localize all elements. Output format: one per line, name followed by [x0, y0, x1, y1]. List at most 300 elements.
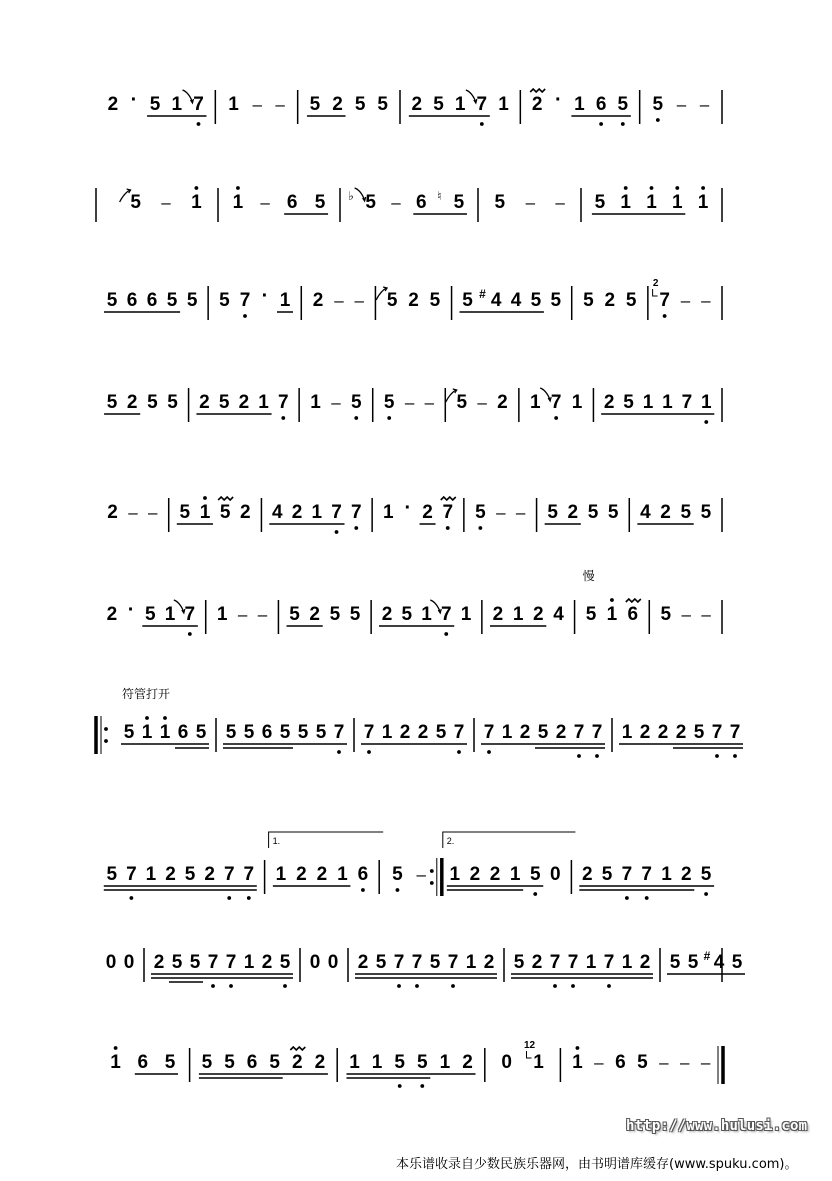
note-digit: 1: [585, 952, 597, 973]
note-digit: 7: [440, 604, 452, 625]
note-digit: 2: [292, 1052, 303, 1073]
low-octave-dot: [247, 896, 251, 900]
repeat-dot: [104, 739, 108, 743]
note-digit: 7: [126, 864, 137, 885]
note-digit: 1: [382, 502, 394, 523]
note-digit: 2: [422, 502, 433, 523]
note-digit: 5: [243, 722, 255, 743]
note-digit: 1: [460, 604, 472, 625]
high-octave-dot: [701, 186, 705, 190]
note-digit: 5: [106, 290, 118, 311]
note-digit: 6: [627, 604, 639, 625]
note-digit: 5: [349, 604, 361, 625]
note-digit: 5: [386, 290, 398, 311]
note-digit: 2: [309, 604, 320, 625]
note-digit: 7: [225, 952, 237, 973]
note-digit: 2: [483, 952, 495, 973]
note-digit: 2: [126, 392, 138, 413]
note-digit: 7: [603, 952, 615, 973]
dash-extension: –: [681, 605, 691, 624]
dash-extension: –: [331, 393, 341, 412]
note-digit: 7: [333, 722, 345, 743]
dash-extension: –: [555, 193, 565, 212]
note-digit: 1: [700, 392, 712, 413]
note-digit: 1: [574, 94, 585, 115]
note-digit: 1: [662, 392, 673, 413]
note-digit: 4: [640, 502, 651, 523]
low-octave-dot: [335, 530, 339, 534]
note-digit: 5: [377, 94, 388, 115]
dash-extension: –: [416, 865, 426, 884]
note-digit: 7: [711, 722, 723, 743]
note-digit: 5: [687, 952, 699, 973]
volta-number: 2.: [446, 836, 455, 846]
note-digit: 2: [312, 290, 324, 311]
note-digit: 7: [483, 722, 495, 743]
note-digit: 5: [179, 502, 191, 523]
note-digit: 6: [261, 722, 273, 743]
note-digit: 5: [167, 392, 178, 413]
low-octave-dot: [451, 984, 455, 988]
note-digit: 5: [513, 952, 525, 973]
note-digit: 1: [533, 1052, 544, 1073]
note-digit: 5: [164, 1052, 176, 1073]
note-digit: 7: [331, 502, 342, 523]
dash-extension: –: [404, 393, 415, 412]
note-digit: 7: [641, 864, 652, 885]
low-octave-dot: [243, 314, 247, 318]
low-octave-dot: [281, 416, 285, 420]
dash-extension: –: [275, 95, 285, 114]
note-digit: 5: [186, 290, 198, 311]
note-digit: 7: [442, 502, 454, 523]
note-digit: 1: [465, 952, 477, 973]
note-digit: 7: [363, 722, 375, 743]
note-digit: 1: [697, 192, 709, 213]
accidental-sign: ♭: [348, 189, 354, 203]
mordent-ornament: [626, 599, 641, 602]
dash-extension: –: [680, 291, 691, 310]
note-digit: 1: [621, 722, 633, 743]
dash-extension: –: [334, 291, 344, 310]
grace-hook: [653, 289, 658, 296]
note-digit: 5: [329, 604, 341, 625]
high-octave-dot: [610, 598, 614, 602]
volta-bracket: [443, 832, 576, 848]
note-digit: 5: [171, 952, 183, 973]
note-digit: 2: [603, 392, 615, 413]
note-digit: 1: [439, 1052, 451, 1073]
note-digit: 2: [291, 502, 303, 523]
note-digit: 2: [604, 290, 616, 311]
note-digit: 5: [585, 604, 597, 625]
note-digit: 5: [680, 502, 692, 523]
note-digit: 1: [337, 864, 348, 885]
note-digit: 5: [130, 192, 141, 213]
note-digit: 1: [159, 722, 171, 743]
dash-extension: –: [496, 503, 506, 522]
high-octave-dot: [194, 186, 198, 190]
note-digit: 6: [146, 290, 158, 311]
note-digit: 2: [681, 864, 692, 885]
note-digit: 5: [433, 94, 444, 115]
low-octave-dot: [354, 526, 358, 530]
note-digit: 7: [573, 722, 585, 743]
note-digit: 2: [316, 864, 328, 885]
note-digit: 7: [591, 722, 603, 743]
low-octave-dot: [621, 122, 625, 126]
note-digit: 5: [297, 722, 309, 743]
note-digit: 6: [357, 864, 369, 885]
note-digit: 5: [383, 392, 395, 413]
note-digit: 2: [240, 502, 251, 523]
note-digit: 5: [607, 502, 619, 523]
note-digit: 2: [357, 952, 369, 973]
dot-extension: ·: [404, 497, 412, 519]
note-digit: 7: [223, 864, 235, 885]
dash-extension: –: [676, 95, 687, 114]
dash-extension: –: [699, 95, 710, 114]
note-digit: 5: [392, 864, 403, 885]
volta-bracket: [269, 832, 384, 848]
dash-extension: –: [354, 291, 365, 310]
low-octave-dot: [553, 984, 557, 988]
note-digit: 0: [309, 952, 321, 973]
note-digit: 0: [501, 1052, 512, 1073]
note-digit: 1: [572, 1052, 583, 1073]
note-digit: 7: [549, 952, 561, 973]
note-digit: 2: [204, 864, 215, 885]
note-digit: 6: [126, 290, 138, 311]
note-digit: 5: [166, 290, 178, 311]
note-digit: 5: [279, 952, 291, 973]
low-octave-dot: [478, 526, 482, 530]
note-digit: 1: [145, 864, 157, 885]
note-digit: 2: [492, 604, 504, 625]
note-digit: 4: [713, 952, 725, 973]
note-digit: 7: [567, 952, 579, 973]
note-digit: 2: [417, 722, 429, 743]
low-octave-dot: [625, 896, 629, 900]
note-digit: 2: [399, 722, 411, 743]
high-octave-dot: [624, 186, 628, 190]
note-digit: 0: [550, 864, 561, 885]
low-octave-dot: [599, 122, 603, 126]
low-octave-dot: [663, 314, 667, 318]
note-digit: 4: [553, 604, 564, 625]
repeat-dot: [104, 727, 108, 731]
note-digit: 6: [615, 1052, 626, 1073]
note-digit: 1: [454, 94, 466, 115]
note-digit: 5: [350, 392, 362, 413]
note-digit: 5: [625, 290, 637, 311]
accidental-sign: #: [703, 949, 711, 963]
low-octave-dot: [283, 984, 287, 988]
low-octave-dot: [361, 888, 365, 892]
mordent-ornament: [290, 1047, 305, 1050]
note-digit: 2: [519, 722, 531, 743]
site-watermark: http://www.hulusi.com: [626, 1118, 808, 1134]
note-digit: 1: [228, 94, 239, 115]
low-octave-dot: [457, 750, 461, 754]
low-octave-dot: [367, 750, 371, 754]
note-digit: 5: [601, 864, 613, 885]
low-octave-dot: [704, 420, 708, 424]
dot-extension: ·: [261, 285, 269, 307]
mordent-ornament: [530, 89, 545, 92]
high-octave-dot: [163, 716, 167, 720]
note-digit: 5: [184, 864, 196, 885]
note-digit: 2: [533, 604, 544, 625]
bend-up-slide: [120, 190, 130, 202]
note-digit: 1: [642, 392, 654, 413]
note-digit: 1: [501, 722, 513, 743]
note-digit: 2: [582, 864, 593, 885]
low-octave-dot: [577, 754, 581, 758]
note-digit: 1: [529, 392, 541, 413]
low-octave-dot: [129, 896, 133, 900]
note-digit: 5: [354, 94, 366, 115]
note-digit: 5: [201, 1052, 213, 1073]
note-digit: 1: [275, 864, 287, 885]
high-octave-dot: [236, 186, 240, 190]
tempo-annotation: 符管打开: [122, 687, 171, 701]
dash-extension: –: [525, 193, 536, 212]
note-digit: 5: [550, 290, 562, 311]
note-digit: 2: [639, 952, 651, 973]
note-digit: 1: [258, 392, 269, 413]
note-digit: 5: [669, 952, 681, 973]
low-octave-dot: [446, 526, 450, 530]
note-digit: 1: [661, 864, 672, 885]
note-digit: 2: [567, 502, 579, 523]
note-digit: 5: [219, 502, 231, 523]
low-octave-dot: [398, 1084, 402, 1088]
note-digit: 2: [332, 94, 343, 115]
note-digit: 5: [700, 864, 712, 885]
low-octave-dot: [704, 892, 708, 896]
note-digit: 1: [381, 722, 393, 743]
low-octave-dot: [733, 754, 737, 758]
note-digit: 5: [314, 192, 326, 213]
dash-extension: –: [161, 193, 171, 212]
dash-extension: –: [515, 503, 526, 522]
note-digit: 5: [429, 952, 441, 973]
note-digit: 0: [123, 952, 135, 973]
note-digit: 5: [189, 952, 201, 973]
note-digit: 2: [165, 864, 176, 885]
repeat-dot: [430, 881, 434, 885]
low-octave-dot: [396, 888, 400, 892]
note-digit: 2: [657, 722, 669, 743]
low-octave-dot: [444, 632, 448, 636]
note-digit: 5: [587, 502, 599, 523]
note-digit: 1: [199, 502, 211, 523]
note-digit: 1: [371, 1052, 383, 1073]
note-digit: 1: [164, 604, 176, 625]
note-digit: 2: [531, 94, 543, 115]
dot-extension: ·: [127, 599, 135, 621]
note-digit: 7: [207, 952, 219, 973]
accidental-sign: ♮: [437, 189, 442, 203]
note-digit: 5: [435, 722, 447, 743]
note-digit: 5: [394, 1052, 405, 1073]
note-digit: 5: [637, 1052, 648, 1073]
note-digit: 5: [279, 722, 291, 743]
note-digit: 1: [310, 392, 321, 413]
note-digit: 7: [621, 864, 633, 885]
note-digit: 1: [349, 1052, 360, 1073]
low-octave-dot: [607, 984, 611, 988]
note-digit: 1: [311, 502, 323, 523]
note-digit: 1: [512, 604, 524, 625]
note-digit: 2: [107, 94, 119, 115]
note-digit: 2: [531, 952, 543, 973]
dash-extension: –: [237, 605, 248, 624]
dash-extension: –: [257, 605, 268, 624]
note-digit: 5: [123, 722, 135, 743]
note-digit: 5: [289, 604, 300, 625]
dot-extension: ·: [130, 89, 138, 111]
bend-up-slide: [376, 288, 386, 300]
grace-notes: 2: [652, 278, 659, 289]
note-digit: 1: [171, 94, 183, 115]
low-octave-dot: [595, 754, 599, 758]
note-digit: 2: [462, 1052, 473, 1073]
bend-up-slide: [446, 390, 456, 402]
note-digit: 4: [490, 290, 502, 311]
high-octave-dot: [650, 186, 654, 190]
note-digit: 5: [623, 392, 634, 413]
note-digit: 2: [199, 392, 210, 413]
tempo-annotation: 慢: [582, 569, 595, 583]
low-octave-dot: [415, 984, 419, 988]
dash-extension: –: [424, 393, 435, 412]
note-digit: 5: [693, 722, 705, 743]
note-digit: 6: [416, 192, 427, 213]
note-digit: 1: [672, 192, 683, 213]
high-octave-dot: [145, 716, 149, 720]
note-digit: 7: [243, 864, 255, 885]
low-octave-dot: [227, 896, 231, 900]
note-digit: 6: [246, 1052, 258, 1073]
high-octave-dot: [576, 1046, 580, 1050]
low-octave-dot: [656, 118, 660, 122]
note-digit: 0: [327, 952, 339, 973]
note-digit: 2: [296, 864, 307, 885]
note-digit: 7: [239, 290, 251, 311]
note-digit: 5: [375, 952, 387, 973]
note-digit: 7: [447, 952, 459, 973]
repeat-dot: [430, 869, 434, 873]
low-octave-dot: [715, 754, 719, 758]
dash-extension: –: [679, 1053, 690, 1072]
low-octave-dot: [337, 750, 341, 754]
note-digit: 5: [309, 94, 321, 115]
note-digit: 5: [475, 502, 486, 523]
note-digit: 2: [381, 604, 393, 625]
note-digit: 1: [621, 952, 633, 973]
note-digit: 1: [243, 952, 255, 973]
note-digit: 2: [107, 502, 118, 523]
note-digit: 6: [286, 192, 298, 213]
note-digit: 5: [547, 502, 558, 523]
low-octave-dot: [229, 984, 233, 988]
dash-extension: –: [700, 1053, 711, 1072]
note-digit: 5: [401, 604, 413, 625]
note-digit: 2: [660, 502, 671, 523]
note-digit: 5: [147, 392, 158, 413]
note-digit: 2: [469, 864, 481, 885]
volta-number: 1.: [272, 836, 281, 846]
note-digit: 7: [659, 290, 670, 311]
note-digit: 2: [314, 1052, 326, 1073]
dot-extension: ·: [554, 89, 562, 111]
note-digit: 5: [594, 192, 606, 213]
note-digit: 7: [681, 392, 693, 413]
note-digit: 5: [530, 290, 542, 311]
note-digit: 2: [411, 94, 423, 115]
mordent-ornament: [441, 497, 456, 500]
note-digit: 5: [462, 290, 473, 311]
note-digit: 2: [675, 722, 687, 743]
note-digit: 2: [261, 952, 273, 973]
low-octave-dot: [197, 122, 201, 126]
note-digit: 7: [411, 952, 423, 973]
note-digit: 1: [646, 192, 657, 213]
note-digit: 5: [106, 392, 118, 413]
note-digit: 5: [225, 722, 237, 743]
note-digit: 4: [272, 502, 283, 523]
note-digit: 5: [269, 1052, 280, 1073]
low-octave-dot: [387, 416, 391, 420]
note-digit: 5: [145, 604, 156, 625]
note-digit: 2: [153, 952, 165, 973]
low-octave-dot: [571, 984, 575, 988]
note-digit: 1: [421, 604, 432, 625]
note-digit: 5: [219, 290, 230, 311]
note-digit: 1: [110, 1052, 121, 1073]
note-digit: 5: [453, 192, 465, 213]
accidental-sign: #: [479, 287, 486, 301]
source-footer: 本乐谱收录自少数民族乐器网，由书明谱库缓存(www.spuku.com)。: [396, 1157, 798, 1172]
note-digit: 4: [510, 290, 522, 311]
high-octave-dot: [203, 496, 207, 500]
note-digit: 5: [456, 392, 468, 413]
note-digit: 1: [498, 94, 509, 115]
note-digit: 7: [193, 94, 204, 115]
note-digit: 5: [731, 952, 743, 973]
note-digit: 6: [595, 94, 607, 115]
note-digit: 2: [238, 392, 250, 413]
note-digit: 1: [279, 290, 291, 311]
note-digit: 5: [494, 192, 506, 213]
note-digit: 5: [617, 94, 629, 115]
dash-extension: –: [701, 605, 711, 624]
note-digit: 5: [195, 722, 207, 743]
dash-extension: –: [148, 503, 158, 522]
low-octave-dot: [554, 416, 558, 420]
dash-extension: –: [477, 393, 487, 412]
note-digit: 1: [141, 722, 153, 743]
note-digit: 2: [489, 864, 501, 885]
note-digit: 1: [216, 604, 228, 625]
note-digit: 5: [224, 1052, 235, 1073]
note-digit: 5: [149, 94, 161, 115]
note-digit: 7: [184, 604, 196, 625]
note-digit: 7: [277, 392, 289, 413]
note-digit: 2: [497, 392, 508, 413]
